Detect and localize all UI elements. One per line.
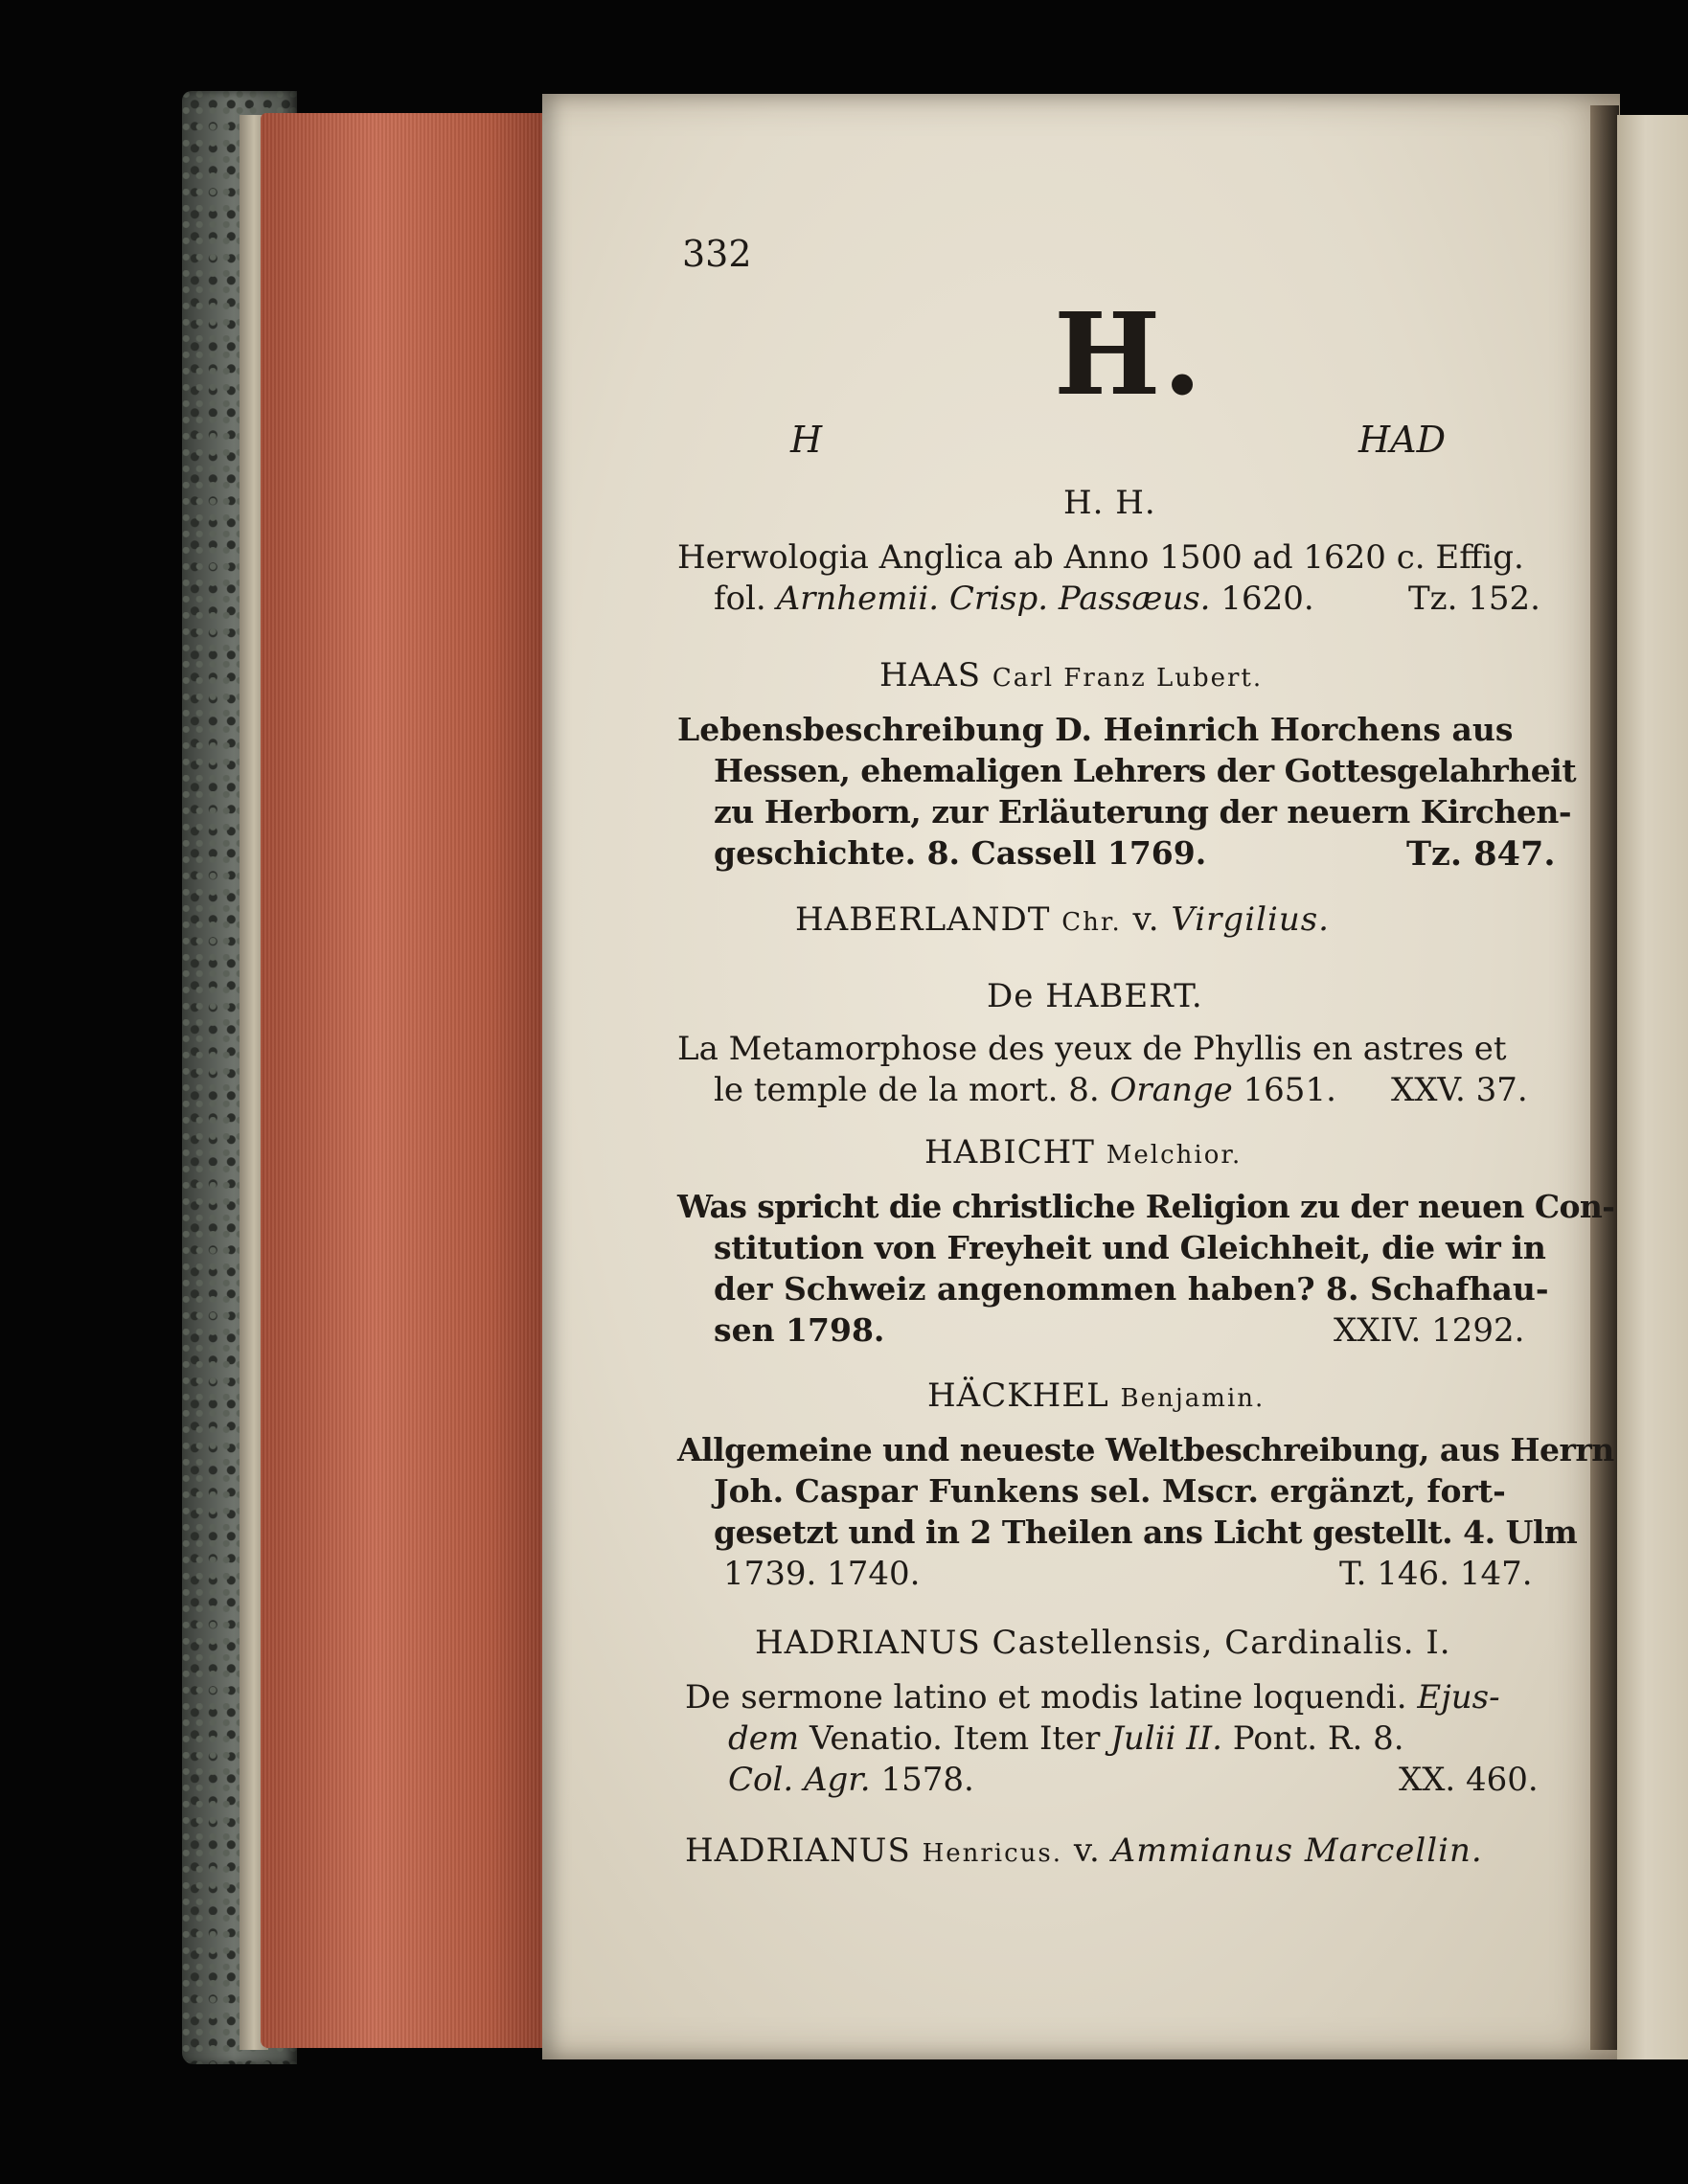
entry-head-hadrianus-henricus: HADRIANUS Henricus. v. Ammianus Marcellin.	[685, 1831, 1483, 1870]
page-number: 332	[682, 233, 752, 275]
entry-line: Lebensbeschreibung D. Heinrich Horchens aus	[677, 711, 1514, 748]
entry-line: Was spricht die christliche Religion zu der neuen Con-	[677, 1188, 1615, 1225]
entry-line: De sermone latino et modis latine loquendi. Ejus-	[685, 1678, 1500, 1717]
entry-ref: XXV. 37.	[1391, 1071, 1528, 1109]
entry-line: Hessen, ehemaligen Lehrers der Gottesgelahrheit	[714, 752, 1577, 789]
entry-line: le temple de la mort. 8. Orange 1651.	[714, 1071, 1336, 1109]
entry-line: stitution von Freyheit und Gleichheit, die wir in	[714, 1229, 1546, 1266]
facing-page	[1617, 115, 1688, 2059]
entry-line: fol. Arnhemii. Crisp. Passæus. 1620.	[714, 580, 1314, 618]
entry-ref: XX. 460.	[1399, 1761, 1539, 1799]
entry-line: Joh. Caspar Funkens sel. Mscr. ergänzt, fort-	[714, 1472, 1506, 1510]
entry-line: Herwologia Anglica ab Anno 1500 ad 1620 c. Effig.	[677, 538, 1524, 577]
entry-line: geschichte. 8. Cassell 1769.	[714, 834, 1207, 872]
entry-ref: XXIV. 1292.	[1334, 1311, 1525, 1350]
entry-line: gesetzt und in 2 Theilen ans Licht gestellt. 4. Ulm	[714, 1513, 1578, 1551]
entry-head-hadrianus-castellensis: HADRIANUS Castellensis, Cardinalis. I.	[755, 1624, 1451, 1662]
entry-line: dem Venatio. Item Iter Julii II. Pont. R. 8.	[728, 1719, 1404, 1758]
entry-line: 1739. 1740.	[723, 1555, 921, 1593]
entry-line: der Schweiz angenommen haben? 8. Schafhau-	[714, 1270, 1549, 1308]
entry-head-haeckhel: HÄCKHEL Benjamin.	[927, 1376, 1266, 1415]
entry-line: sen 1798.	[714, 1311, 885, 1349]
entry-line: Col. Agr. 1578.	[728, 1761, 974, 1799]
entry-ref: T. 146. 147.	[1339, 1555, 1533, 1593]
running-head-right: HAD	[1358, 419, 1447, 461]
entry-line: La Metamorphose des yeux de Phyllis en astres et	[677, 1030, 1507, 1068]
entry-head-haas: HAAS Carl Franz Lubert.	[879, 656, 1264, 694]
book-gutter	[1590, 105, 1619, 2050]
entry-line: zu Herborn, zur Erläuterung der neuern Kirchen-	[714, 793, 1572, 830]
entry-line: Allgemeine und neueste Weltbeschreibung, aus Herrn	[677, 1431, 1614, 1468]
entry-head-haberlandt: HABERLANDT Chr. v. Virgilius.	[795, 900, 1330, 939]
entry-head-habicht: HABICHT Melchior.	[924, 1133, 1243, 1172]
entry-head-hh: H. H.	[1063, 484, 1156, 522]
running-head-left: H	[790, 419, 823, 461]
entry-ref: Tz. 847.	[1406, 834, 1556, 874]
section-letter: H.	[1054, 287, 1204, 421]
entry-head-habert: De HABERT.	[987, 977, 1203, 1015]
page-block-edges	[261, 113, 548, 2048]
entry-ref: Tz. 152.	[1408, 580, 1540, 618]
